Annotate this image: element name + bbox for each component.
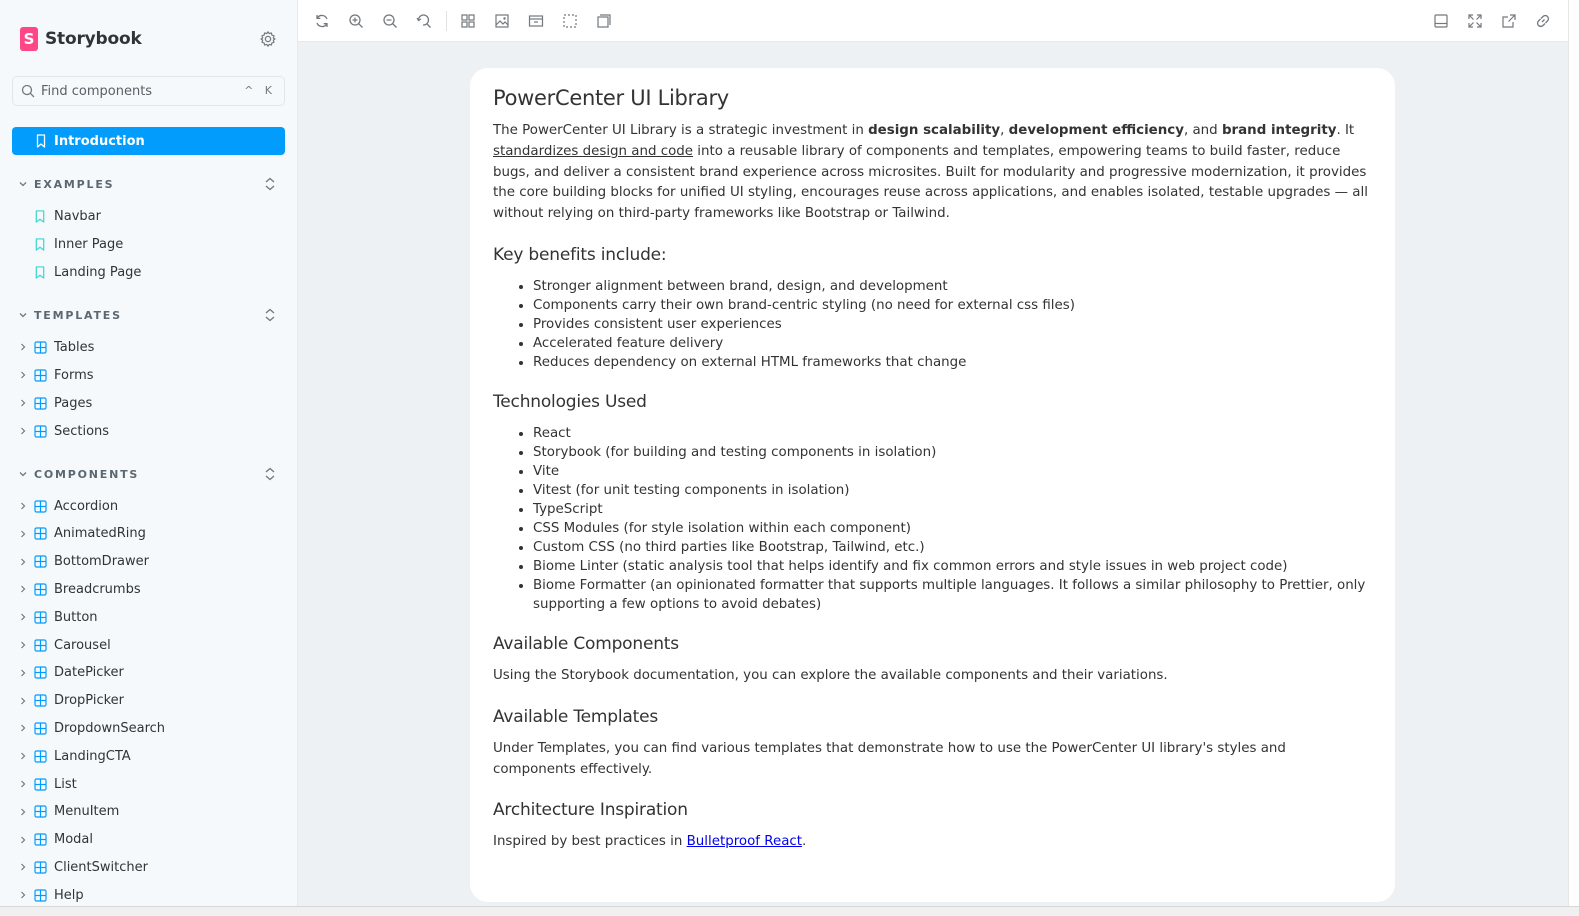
component-icon	[34, 341, 47, 354]
sidebar-item-label: Introduction	[54, 133, 145, 149]
sidebar-item-label: Landing Page	[54, 264, 142, 280]
templates-text: Under Templates, you can find various templates that demonstrate how to use the PowerCenter UI library's styles and components effectively.	[493, 740, 1286, 777]
expand-collapse-icon[interactable]	[264, 466, 276, 482]
sidebar-item-landingcta[interactable]	[18, 743, 288, 769]
search-shortcut: ^ K	[244, 84, 276, 97]
sidebar-item-dropdownsearch[interactable]	[18, 715, 288, 741]
list-item: • Provides consistent user experiences	[533, 315, 1372, 334]
chevron-right-icon[interactable]	[18, 835, 28, 845]
sidebar-item-tables[interactable]	[18, 334, 288, 360]
preview-canvas	[298, 42, 1568, 906]
sidebar-item-sections[interactable]	[18, 418, 288, 444]
chevron-down-icon	[18, 310, 28, 320]
sidebar-item-list[interactable]	[18, 771, 288, 797]
brand-name: Storybook	[45, 29, 142, 49]
architecture-heading: Architecture Inspiration	[493, 800, 688, 821]
group-header-components[interactable]	[18, 464, 288, 484]
settings-gear-icon[interactable]	[259, 30, 277, 48]
sidebar-item-introduction[interactable]	[12, 127, 285, 155]
group-title: COMPONENTS	[34, 467, 140, 481]
bookmark-icon	[34, 238, 46, 251]
list-item: • Stronger alignment between brand, design, and development	[533, 277, 1372, 296]
component-icon	[34, 639, 47, 652]
zoom-reset-icon[interactable]	[416, 13, 432, 29]
chevron-right-icon[interactable]	[18, 342, 28, 352]
toolbar-divider	[446, 11, 447, 31]
chevron-right-icon[interactable]	[18, 779, 28, 789]
sidebar-item-button[interactable]	[18, 604, 288, 630]
sidebar-item-label: Button	[54, 609, 98, 625]
expand-collapse-icon[interactable]	[264, 176, 276, 192]
sidebar-item-label: Forms	[54, 367, 94, 383]
sidebar-item-pages[interactable]	[18, 390, 288, 416]
list-item: • Accelerated feature delivery	[533, 334, 1372, 353]
chevron-right-icon[interactable]	[18, 668, 28, 678]
list-item: • Reduces dependency on external HTML frameworks that change	[533, 353, 1372, 372]
component-icon	[34, 833, 47, 846]
sidebar-item-label: Pages	[54, 395, 93, 411]
sidebar-item-label: Inner Page	[54, 236, 124, 252]
sidebar-item-label: BottomDrawer	[54, 554, 149, 570]
chevron-right-icon[interactable]	[18, 426, 28, 436]
chevron-right-icon[interactable]	[18, 751, 28, 761]
sidebar-item-bottomdrawer[interactable]	[18, 549, 288, 575]
chevron-right-icon[interactable]	[18, 807, 28, 817]
component-icon	[34, 425, 47, 438]
sidebar-item-label: DatePicker	[54, 665, 124, 681]
benefits-heading: Key benefits include:	[493, 244, 667, 265]
sidebar-item-help[interactable]	[18, 882, 288, 908]
chevron-right-icon[interactable]	[18, 890, 28, 900]
list-item: • Biome Formatter (an opinionated formatter that supports multiple languages. It follows a similar philosophy to Prettier, only supporting a few options to avoid debates)	[533, 576, 1372, 614]
sidebar-item-label: Accordion	[54, 498, 119, 514]
toolbar	[298, 0, 1568, 42]
zoom-out-icon[interactable]	[382, 13, 398, 29]
zoom-in-icon[interactable]	[348, 13, 364, 29]
components-heading: Available Components	[493, 633, 679, 654]
group-title: TEMPLATES	[34, 308, 122, 322]
technologies-heading: Technologies Used	[493, 391, 647, 412]
copy-link-icon[interactable]	[1535, 13, 1551, 29]
storybook-logo-icon: S	[20, 27, 38, 51]
component-icon	[34, 805, 47, 818]
list-item: • Components carry their own brand-centric styling (no need for external css files)	[533, 296, 1372, 315]
measure-icon[interactable]	[596, 13, 612, 29]
list-item: • Biome Linter (static analysis tool that helps identify and fix common errors and style issues in web project code)	[533, 557, 1372, 576]
open-new-tab-icon[interactable]	[1501, 13, 1517, 29]
list-item: • Vitest (for unit testing components in isolation)	[533, 481, 1372, 500]
intro-paragraph: The PowerCenter UI Library is a strategic investment in design scalability, development efficiency, and brand integrity. It standardizes design and code into a reusable library of components and templates, empowering teams to build faster, reduce bugs, and deliver a consistent brand experience across microsites. Built for modularity and progressive modernization, it provides the core building blocks for unified UI styling, encourages reuse across applications, and enables isolated, testable upgrades — all without relying on third-party frameworks like Bootstrap or Tailwind.	[493, 123, 1368, 222]
addons-panel-icon[interactable]	[1433, 13, 1449, 29]
fullscreen-icon[interactable]	[1467, 13, 1483, 29]
group-header-templates[interactable]	[18, 305, 288, 325]
list-item: • TypeScript	[533, 500, 1372, 519]
chevron-right-icon[interactable]	[18, 612, 28, 622]
chevron-right-icon[interactable]	[18, 584, 28, 594]
expand-collapse-icon[interactable]	[264, 307, 276, 323]
image-icon[interactable]	[494, 13, 510, 29]
component-icon	[34, 722, 47, 735]
sidebar-item-inner-page[interactable]	[34, 231, 298, 257]
sidebar-item-navbar[interactable]	[34, 203, 298, 229]
bookmark-icon	[34, 210, 46, 223]
sidebar-item-label: LandingCTA	[54, 748, 131, 764]
templates-heading: Available Templates	[493, 706, 658, 727]
component-icon	[34, 889, 47, 902]
bookmark-icon	[34, 266, 46, 279]
component-icon	[34, 527, 47, 540]
component-icon	[34, 694, 47, 707]
list-item: • Custom CSS (no third parties like Bootstrap, Tailwind, etc.)	[533, 538, 1372, 557]
chevron-right-icon[interactable]	[18, 501, 28, 511]
sidebar-item-menuitem[interactable]	[18, 799, 288, 825]
chevron-right-icon[interactable]	[18, 723, 28, 733]
sidebar-item-datepicker[interactable]	[18, 660, 288, 686]
grid-icon[interactable]	[460, 13, 476, 29]
bulletproof-react-link[interactable]: Bulletproof React	[686, 834, 803, 850]
search-box	[12, 76, 285, 106]
sidebar-item-label: Modal	[54, 832, 93, 848]
sidebar-item-label: Help	[54, 887, 84, 903]
bookmark-icon	[36, 134, 46, 148]
chevron-right-icon[interactable]	[18, 696, 28, 706]
chevron-right-icon[interactable]	[18, 557, 28, 567]
search-icon	[21, 84, 35, 98]
sidebar-item-label: AnimatedRing	[54, 526, 146, 542]
list-item: • React	[533, 424, 1372, 443]
sidebar-item-label: Breadcrumbs	[54, 581, 141, 597]
list-item: • Vite	[533, 462, 1372, 481]
components-text: Using the Storybook documentation, you can explore the available components and their variations.	[493, 667, 1168, 683]
sidebar-item-label: Tables	[54, 339, 95, 355]
sidebar-item-carousel[interactable]	[18, 632, 288, 658]
sidebar-item-droppicker[interactable]	[18, 688, 288, 714]
sidebar	[0, 0, 298, 916]
chevron-right-icon[interactable]	[18, 529, 28, 539]
chevron-right-icon[interactable]	[18, 370, 28, 380]
sidebar-item-label: List	[54, 776, 77, 792]
group-title: EXAMPLES	[34, 177, 115, 191]
component-icon	[34, 397, 47, 410]
sidebar-item-modal[interactable]	[18, 827, 288, 853]
chevron-right-icon[interactable]	[18, 862, 28, 872]
sidebar-item-label: Sections	[54, 423, 110, 439]
brand[interactable]	[20, 27, 142, 51]
sidebar-item-landing-page[interactable]	[34, 259, 298, 285]
component-icon	[34, 861, 47, 874]
outline-icon[interactable]	[562, 13, 578, 29]
sidebar-item-accordion[interactable]	[18, 493, 288, 519]
sidebar-item-label: Carousel	[54, 637, 111, 653]
doc-title: PowerCenter UI Library	[493, 86, 729, 110]
technologies-list	[533, 424, 1372, 614]
vertical-scrollbar[interactable]	[1568, 0, 1579, 906]
reload-icon[interactable]	[314, 13, 330, 29]
benefits-list	[533, 277, 1372, 372]
viewport-icon[interactable]	[528, 13, 544, 29]
docs-content	[470, 68, 1395, 902]
sidebar-item-label: MenuItem	[54, 804, 120, 820]
component-icon	[34, 750, 47, 763]
horizontal-scrollbar[interactable]	[0, 906, 1579, 916]
sidebar-item-label: ClientSwitcher	[54, 859, 148, 875]
chevron-down-icon	[18, 179, 28, 189]
component-icon	[34, 778, 47, 791]
sidebar-item-label: DropdownSearch	[54, 720, 166, 736]
sidebar-item-animatedring[interactable]	[18, 521, 288, 547]
sidebar-item-label: DropPicker	[54, 693, 124, 709]
component-icon	[34, 369, 47, 382]
sidebar-item-clientswitcher[interactable]	[18, 854, 288, 880]
component-icon	[34, 555, 47, 568]
component-icon	[34, 500, 47, 513]
component-icon	[34, 666, 47, 679]
chevron-right-icon[interactable]	[18, 398, 28, 408]
component-icon	[34, 611, 47, 624]
sidebar-item-breadcrumbs[interactable]	[18, 576, 288, 602]
chevron-down-icon	[18, 469, 28, 479]
architecture-text: Inspired by best practices in Bulletproof React.	[493, 834, 807, 850]
list-item: • CSS Modules (for style isolation within each component)	[533, 519, 1372, 538]
search-input[interactable]	[41, 77, 251, 105]
list-item: • Storybook (for building and testing components in isolation)	[533, 443, 1372, 462]
chevron-right-icon[interactable]	[18, 640, 28, 650]
group-header-examples[interactable]	[18, 174, 288, 194]
component-icon	[34, 583, 47, 596]
sidebar-item-forms[interactable]	[18, 362, 288, 388]
sidebar-item-label: Navbar	[54, 208, 101, 224]
